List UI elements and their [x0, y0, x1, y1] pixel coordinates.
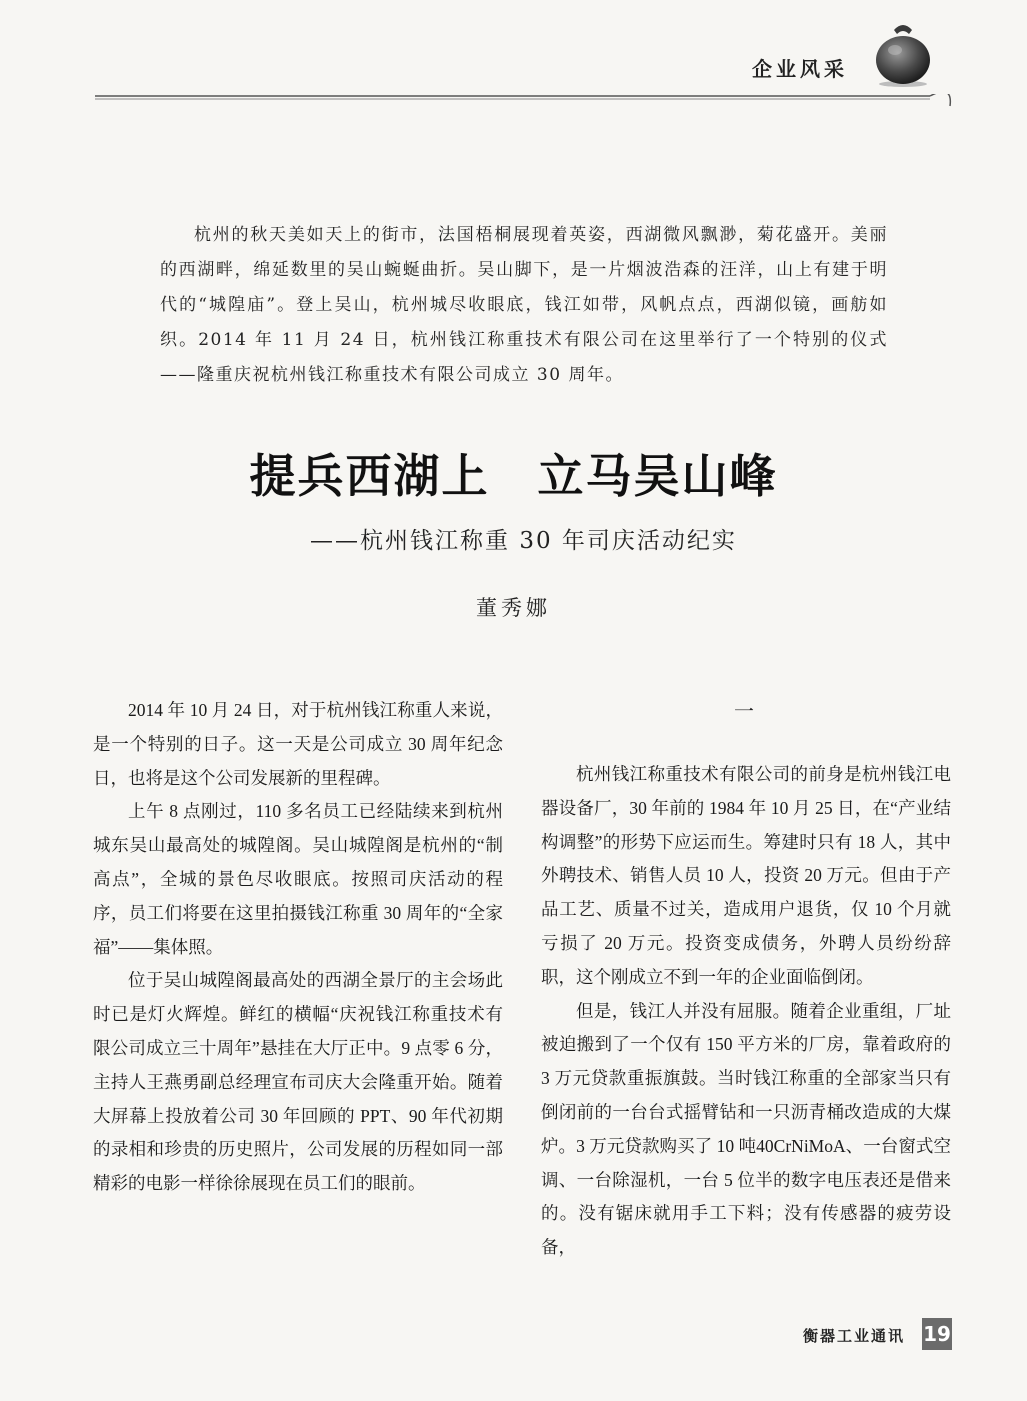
weight-icon [868, 18, 938, 88]
body-paragraph: 位于吴山城隍阁最高处的西湖全景厅的主会场此时已是灯火辉煌。鲜红的横幅“庆祝钱江称重技术有限公司成立三十周年”悬挂在大厅正中。9 点零 6 分，主持人王燕勇副总经理宣布司庆大会隆重开始。随着大屏幕上投放着公司 30 年回顾的 PPT、90 年代初期的录相和珍贵的历史照片，公司发展的历程如同一部精彩的电影一样徐徐展现在员工们的眼前。 [93, 970, 503, 1194]
page-number: 19 [922, 1318, 952, 1350]
lead-paragraph: 杭州的秋天美如天上的街市，法国梧桐展现着英姿，西湖微风飘渺，菊花盛开。美丽的西湖畔，绵延数里的吴山蜿蜒曲折。吴山脚下，是一片烟波浩森的汪洋，山上有建于明代的“城隍庙”。登上吴山，杭州城尽收眼底，钱江如带，风帆点点，西湖似镜，画舫如织。2014 年 11 月 24 日，杭州钱江称重技术有限公司在这里举行了一个特别的仪式——隆重庆祝杭州钱江称重技术有限公司成立 30 周年。 [160, 225, 888, 385]
right-column [541, 758, 951, 1265]
body-paragraph: 但是，钱江人并没有屈服。随着企业重组，厂址被迫搬到了一个仅有 150 平方米的厂房，靠着政府的 3 万元贷款重振旗鼓。当时钱江称重的全部家当只有倒闭前的一台台式摇臂钻和一只沥青桶改造成的大煤炉。3 万元贷款购买了 10 吨40CrNiMoA、一台窗式空调、一台除湿机，一台 5 位半的数字电压表还是借来的。没有锯床就用手工下料；没有传感器的疲劳设备， [541, 1000, 951, 1258]
section-label: 企业风采 [752, 57, 848, 81]
article-subtitle: ——杭州钱江称重 30 年司庆活动纪实 [310, 528, 737, 554]
header-rule [95, 94, 955, 108]
journal-name: 衡器工业通讯 [803, 1327, 906, 1345]
body-paragraph: 杭州钱江称重技术有限公司的前身是杭州钱江电器设备厂，30 年前的 1984 年 10 月 25 日，在“产业结构调整”的形势下应运而生。筹建时只有 18 人，其中外聘技术、销售人员 10 人，投资 20 万元。但由于产品工艺、质量不过关，造成用户退货，仅 10 个月就亏损了 20 万元。投资变成债务，外聘人员纷纷辞职，这个刚成立不到一年的企业面临倒闭。 [541, 764, 951, 987]
body-paragraph: 上午 8 点刚过，110 多名员工已经陆续来到杭州城东吴山最高处的城隍阁。吴山城隍阁是杭州的“制高点”，全城的景色尽收眼底。按照司庆活动的程序，员工们将要在这里拍摄钱江称重 30 周年的“全家福”——集体照。 [93, 801, 503, 957]
section-numeral: 一 [734, 699, 754, 723]
left-column [93, 694, 503, 1201]
article-title: 提兵西湖上 立马吴山峰 [249, 449, 778, 503]
body-paragraph: 2014 年 10 月 24 日，对于杭州钱江称重人来说，是一个特别的日子。这一天是公司成立 30 周年纪念日，也将是这个公司发展新的里程碑。 [93, 700, 503, 788]
article-author: 董秀娜 [476, 596, 551, 620]
